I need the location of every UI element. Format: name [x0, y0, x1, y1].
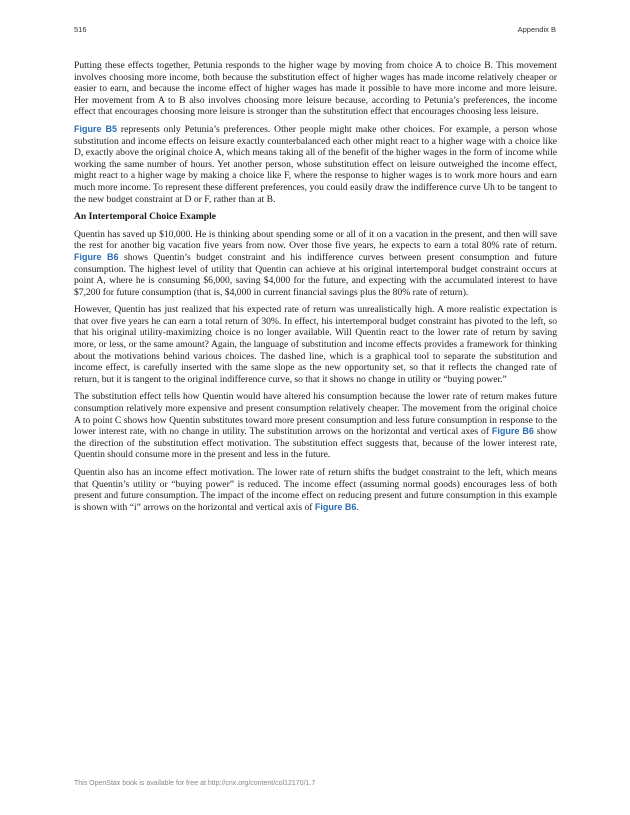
section-title: Appendix B [517, 25, 556, 34]
paragraph-lower-return: However, Quentin has just realized that his expected rate of return was unrealistically high. A more realistic expectation is that over five years he can earn a total return of 30%. In effect, his intertemporal budget constraint has pivoted to the left, so that his original utility-maximizing choice is no longer available. Will Quentin react to the lower rate of return by saving more, or less, or the same amount? Again, the language of substitution and income effects provides a framework for thinking about the motivations behind various choices. The dashed line, which is a graphical tool to separate the substitution and income effect, is carefully inserted with the same slope as the new opportunity set, so that it reflects the changed rate of return, but it is tangent to the original indifference curve, so that it shows no change in utility or “buying power.” [74, 304, 557, 385]
page-footer: This OpenStax book is available for free at http://cnx.org/content/col12170/1.7 [74, 780, 316, 787]
paragraph-income-effect [74, 467, 557, 513]
paragraph-text: Quentin also has an income effect motivation. The lower rate of return shifts the budget constraint to the left, which means that Quentin’s utility or “buying power” is reduced. The income effect (assuming normal goods) encourages less of both present and future consumption. The impact of the income effect on reducing present and future consumption in this example is shown with “i” arrows on the horizontal and vertical axis of [74, 467, 557, 513]
paragraph-other-preferences [74, 124, 557, 205]
figure-b6-link[interactable]: Figure B6 [491, 426, 534, 437]
page-number: 516 [74, 25, 87, 34]
paragraph-substitution-effect [74, 391, 557, 461]
paragraph-text: Quentin has saved up $10,000. He is thinking about spending some or all of it on a vacation in the present, and then will save the rest for another big vacation five years from now. Over those five years, he expects to earn a total 80% rate of return. [74, 228, 557, 252]
page-header [74, 25, 556, 39]
body-text [74, 60, 557, 519]
figure-b6-link[interactable]: Figure B6 [314, 501, 357, 512]
paragraph-text: represents only Petunia’s preferences. Other people might make other choices. For example, a person whose substitution and income effects on leisure exactly counterbalanced each other might react to a higher wage with a choice like D, exactly above the original choice A, which means taking all of the benefit of the higher wages in the form of income while working the same number of hours. Yet another person, whose substitution effect on leisure outweighed the income effect, might react to a higher wage by making a choice like F, where the response to higher wages is to work more hours and earn much more income. To represent these different preferences, you could easily draw the indifference curve Uh to be tangent to the new budget constraint at D or F, rather than at B. [74, 123, 557, 205]
figure-b5-link[interactable]: Figure B5 [74, 123, 117, 134]
paragraph-quentin-savings [74, 229, 557, 299]
paragraph-text: The substitution effect tells how Quentin would have altered his consumption because the lower rate of return makes future consumption relatively more expensive and present consumption relatively cheaper. The movement from the original choice A to point C shows how Quentin substitutes toward more present consumption and less future consumption in response to the lower interest rate, with no change in utility. The substitution arrows on the horizontal and vertical axes of [74, 391, 557, 438]
paragraph-petunia-choice: Putting these effects together, Petunia responds to the higher wage by moving from choice A to choice B. This movement involves choosing more income, both because the substitution effect of higher wages has made income relatively cheaper or easier to earn, and because the income effect of higher wages has made it possible to have more income and more leisure. Her movement from A to B also involves choosing more leisure because, according to Petunia’s preferences, the income effect that encourages choosing more leisure is stronger than the substitution effect that encourages choosing less leisure. [74, 60, 557, 118]
figure-b6-link[interactable]: Figure B6 [74, 251, 119, 262]
paragraph-text: shows Quentin’s budget constraint and his indifference curves between present consumption and future consumption. The highest level of utility that Quentin can achieve at his original intertemporal budget constraint occurs at point A, where he is consuming $6,000, saving $4,000 for the future, and expecting with the accumulated interest to have $7,200 for future consumption (that is, $4,000 in current financial savings plus the 80% rate of return). [74, 251, 557, 298]
section-heading: An Intertemporal Choice Example [74, 211, 217, 223]
paragraph-text: . [356, 501, 359, 513]
paragraph-text: show the direction of the substitution effect motivation. The substitution effect suggests that, because of the lower interest rate, Quentin should consume more in the present and less in the future. [74, 426, 557, 461]
